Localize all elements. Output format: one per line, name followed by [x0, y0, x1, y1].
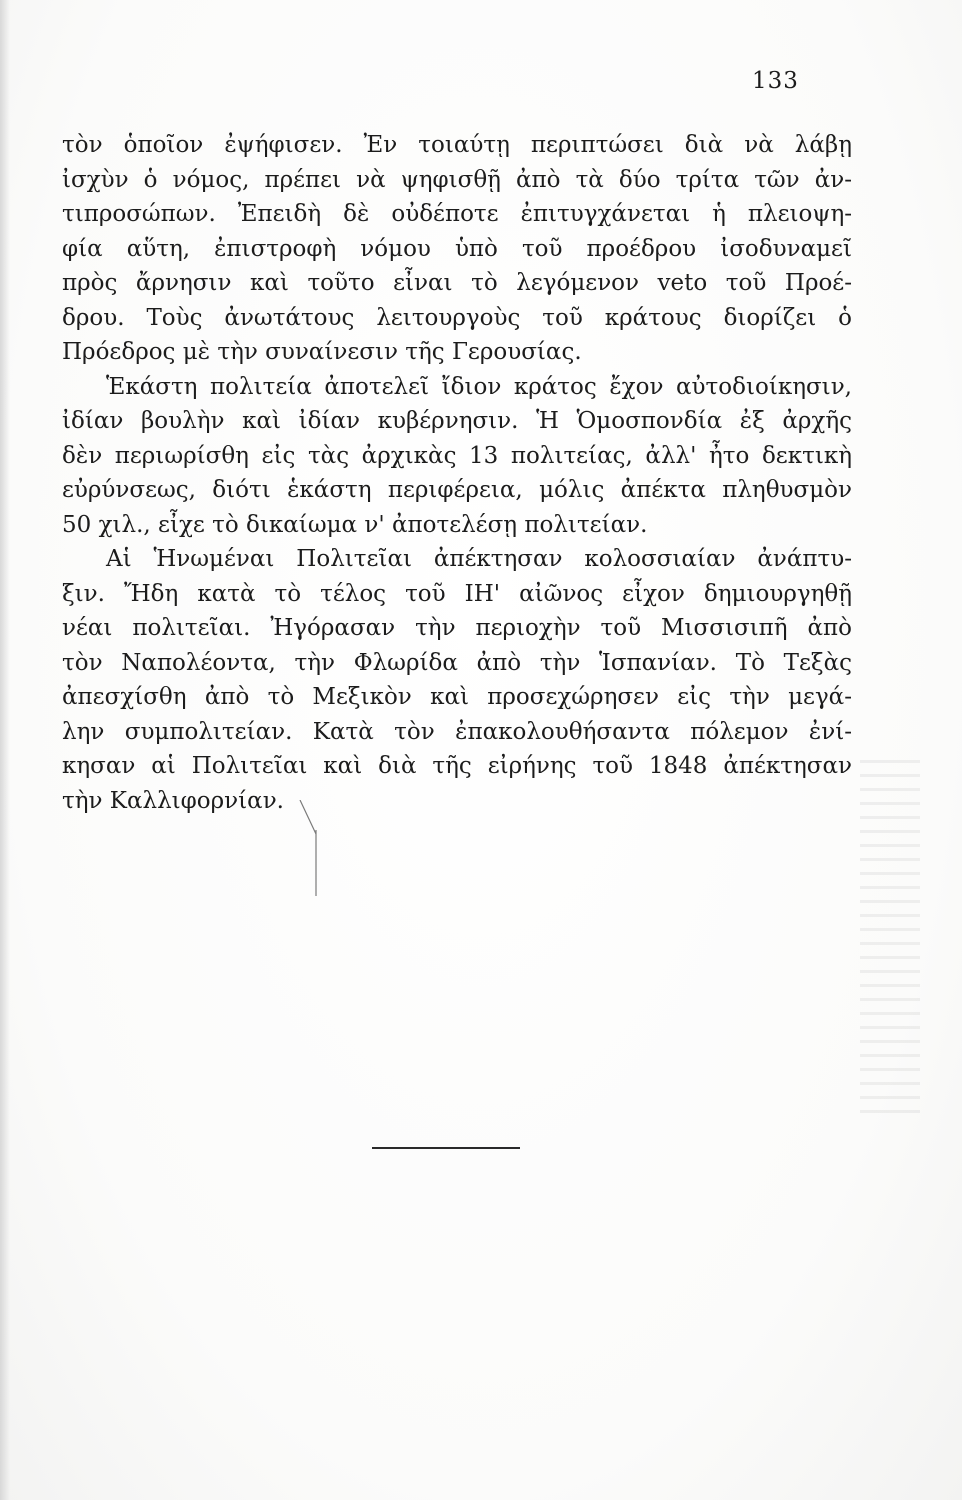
reverse-side-show-through [860, 760, 920, 1120]
text-line-15: νέαι πολιτεῖαι. Ἠγόρασαν τὴν περιοχὴν τοῦ Μισσισιπῆ ἀπὸ [62, 615, 852, 641]
text-line-6: δρου. Τοὺς ἀνωτάτους λειτουργοὺς τοῦ κράτους διορίζει ὁ [62, 304, 852, 331]
text-line-14: ξιν. Ἤδη κατὰ τὸ τέλος τοῦ ΙΗ' αἰῶνος εἶχον δημιουργηθῇ [62, 580, 852, 607]
body-text [62, 128, 852, 818]
text-line-10: δὲν περιωρίσθη εἰς τὰς ἀρχικὰς 13 πολιτείας, ἀλλ' ἦτο δεκτικὴ [62, 442, 852, 469]
text-line-17: ἀπεσχίσθη ἀπὸ τὸ Μεξικὸν καὶ προσεχώρησεν εἰς τὴν μεγά- [62, 684, 852, 710]
text-line-11: εὐρύνσεως, διότι ἑκάστη περιφέρεια, μόλις ἀπέκτα πληθυσμὸν [62, 477, 852, 503]
text-line-18: λην συμπολιτείαν. Κατὰ τὸν ἐπακολουθήσαντα πόλεμον ἐνί- [62, 718, 852, 745]
text-line-2: ἰσχὺν ὁ νόμος, πρέπει νὰ ψηφισθῇ ἀπὸ τὰ δύο τρίτα τῶν ἀν- [62, 166, 852, 193]
text-line-1: τὸν ὁποῖον ἐψήφισεν. Ἐν τοιαύτῃ περιπτώσει διὰ νὰ λάβῃ [62, 132, 852, 158]
section-divider [372, 1147, 520, 1149]
text-line-19: κησαν αἱ Πολιτεῖαι καὶ διὰ τῆς εἰρήνης τοῦ 1848 ἀπέκτησαν [62, 753, 852, 779]
text-line-5: πρὸς ἄρνησιν καὶ τοῦτο εἶναι τὸ λεγόμενον veto τοῦ Προέ- [62, 270, 852, 296]
text-line-4: φία αὕτη, ἐπιστροφὴ νόμου ὑπὸ τοῦ προέδρου ἰσοδυναμεῖ [62, 235, 852, 262]
text-line-20: τὴν Καλλιφορνίαν. [62, 787, 284, 814]
text-line-12: 50 χιλ., εἶχε τὸ δικαίωμα ν' ἀποτελέσῃ πολιτείαν. [62, 511, 648, 538]
text-line-7: Πρόεδρος μὲ τὴν συναίνεσιν τῆς Γερουσίας. [62, 339, 582, 365]
text-line-13: Αἱ Ἡνωμέναι Πολιτεῖαι ἀπέκτησαν κολοσσιαίαν ἀνάπτυ- [106, 546, 852, 572]
text-line-9: ἰδίαν βουλὴν καὶ ἰδίαν κυβέρνησιν. Ἡ Ὁμοσπονδία ἐξ ἀρχῆς [62, 408, 852, 434]
text-line-8: Ἑκάστη πολιτεία ἀποτελεῖ ἴδιον κράτος ἔχον αὐτοδιοίκησιν, [106, 373, 852, 400]
text-line-16: τὸν Ναπολέοντα, τὴν Φλωρίδα ἀπὸ τὴν Ἱσπανίαν. Τὸ Τεξὰς [62, 649, 852, 676]
page-number: 133 [752, 68, 799, 94]
text-line-3: τιπροσώπων. Ἐπειδὴ δὲ οὐδέποτε ἐπιτυγχάνεται ἡ πλειοψη- [62, 201, 852, 227]
page-edge-shadow [0, 0, 10, 1500]
pencil-mark [296, 800, 336, 900]
